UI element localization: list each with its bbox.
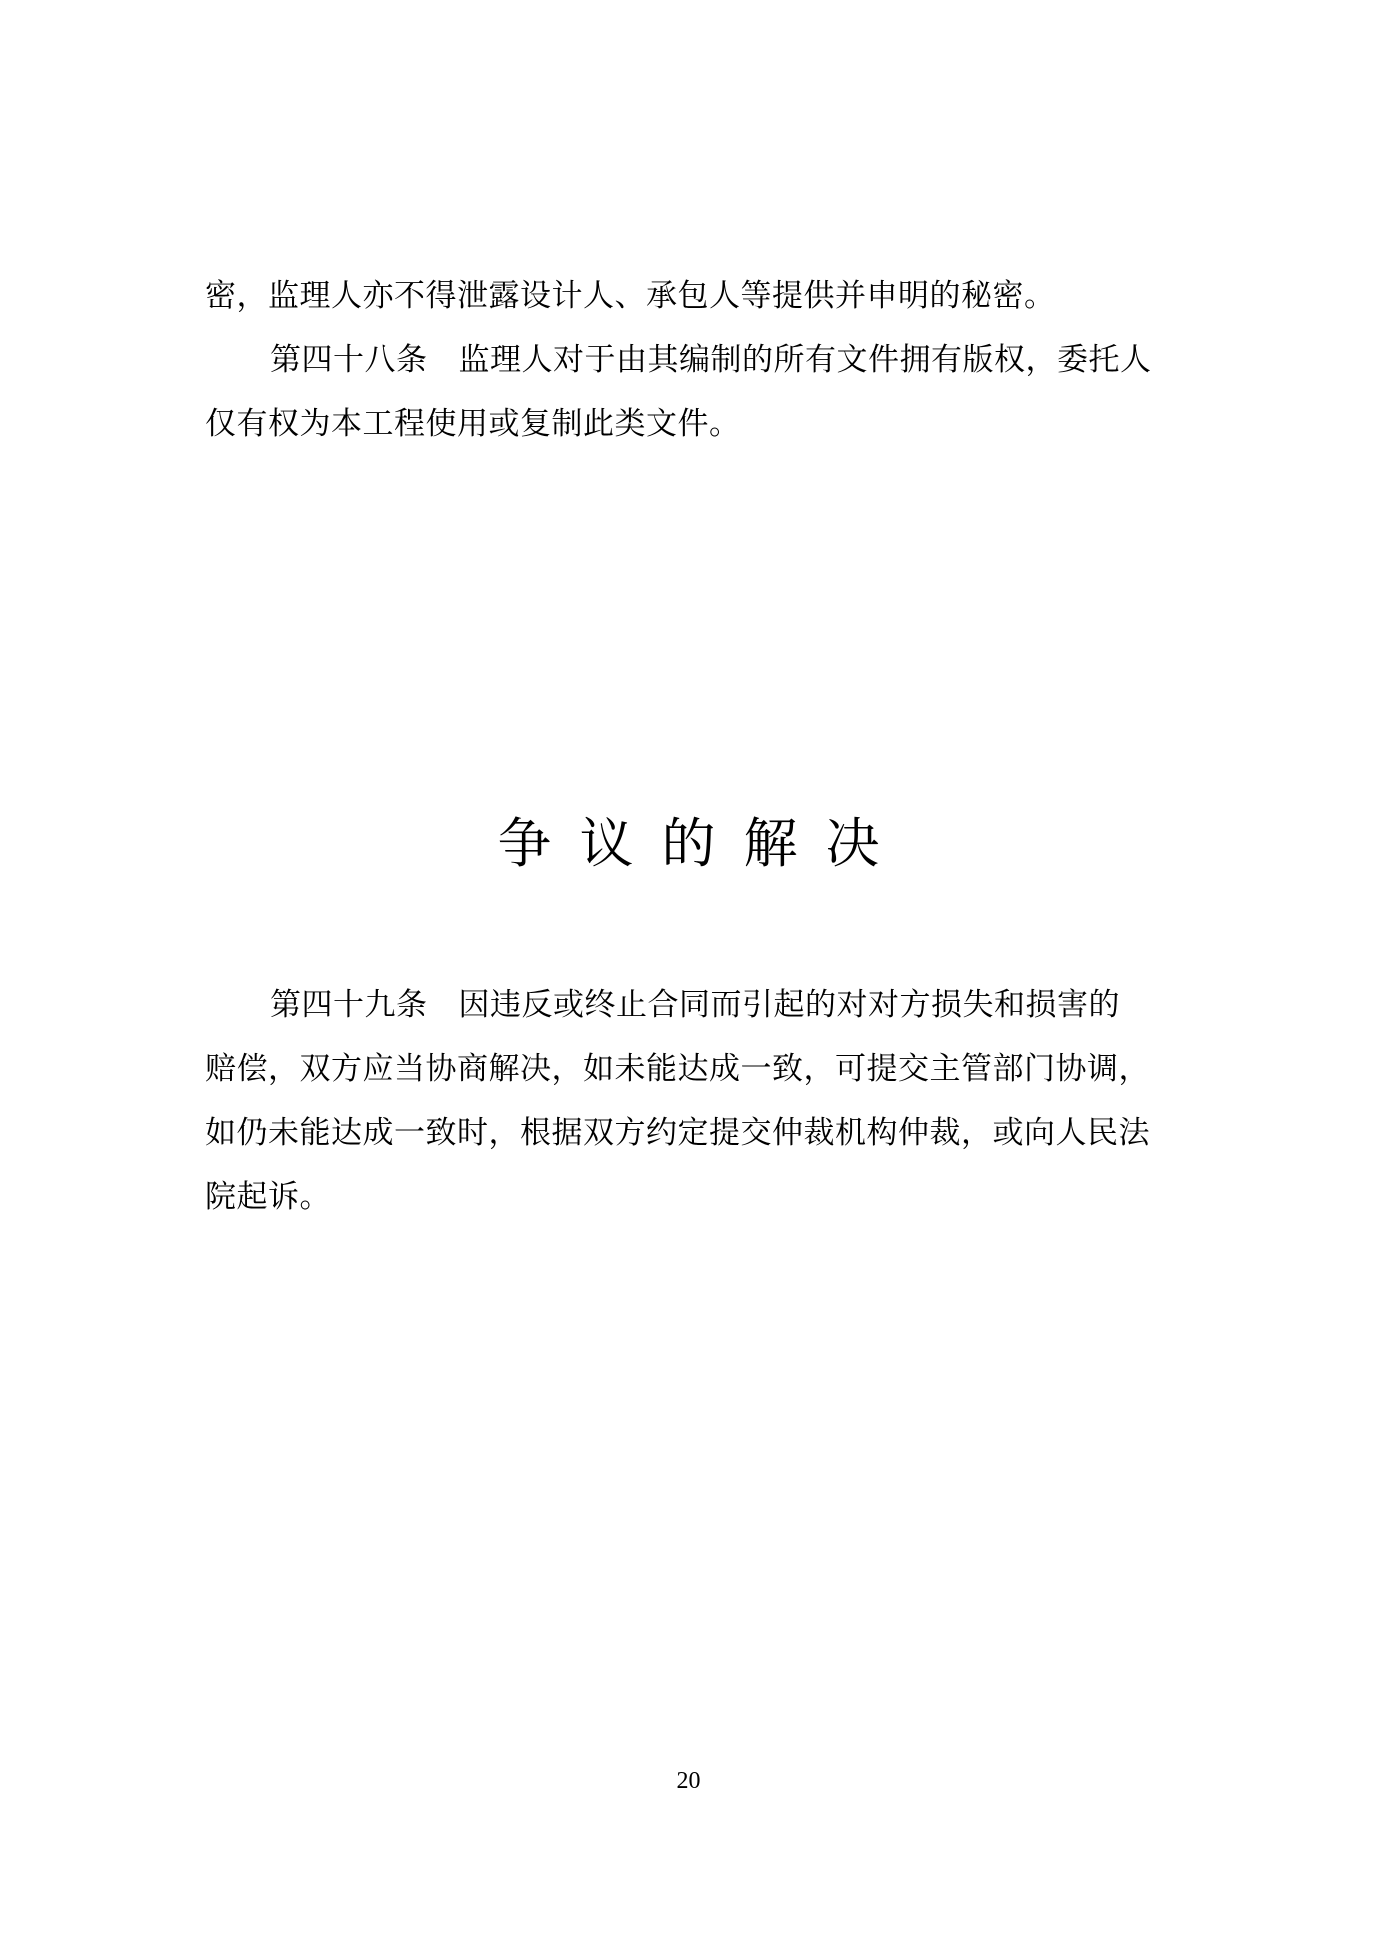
article-47-tail-line: 密，监理人亦不得泄露设计人、承包人等提供并申明的秘密。 <box>205 278 1056 314</box>
article-49-number: 第四十九条 <box>270 987 428 1023</box>
article-49-line-4: 院起诉。 <box>205 1179 331 1215</box>
article-block-top <box>205 264 1185 456</box>
article-49-line-3: 如仍未能达成一致时，根据双方约定提交仲裁机构仲裁，或向人民法 <box>205 1115 1150 1151</box>
article-49-line-1 <box>205 973 1185 1037</box>
article-49-line-2: 赔偿，双方应当协商解决，如未能达成一致，可提交主管部门协调， <box>205 1051 1150 1087</box>
article-48-text-1: 监理人对于由其编制的所有文件拥有版权，委托人 <box>458 342 1152 378</box>
article-49-text-1: 因违反或终止合同而引起的对对方损失和损害的 <box>458 987 1120 1023</box>
article-48-line-1 <box>205 328 1185 392</box>
page-number: 20 <box>676 1768 701 1794</box>
section-title: 争议的解决 <box>497 812 908 875</box>
article-block-bottom <box>205 973 1185 1229</box>
article-48-line-2: 仅有权为本工程使用或复制此类文件。 <box>205 406 741 442</box>
article-48-number: 第四十八条 <box>270 342 428 378</box>
